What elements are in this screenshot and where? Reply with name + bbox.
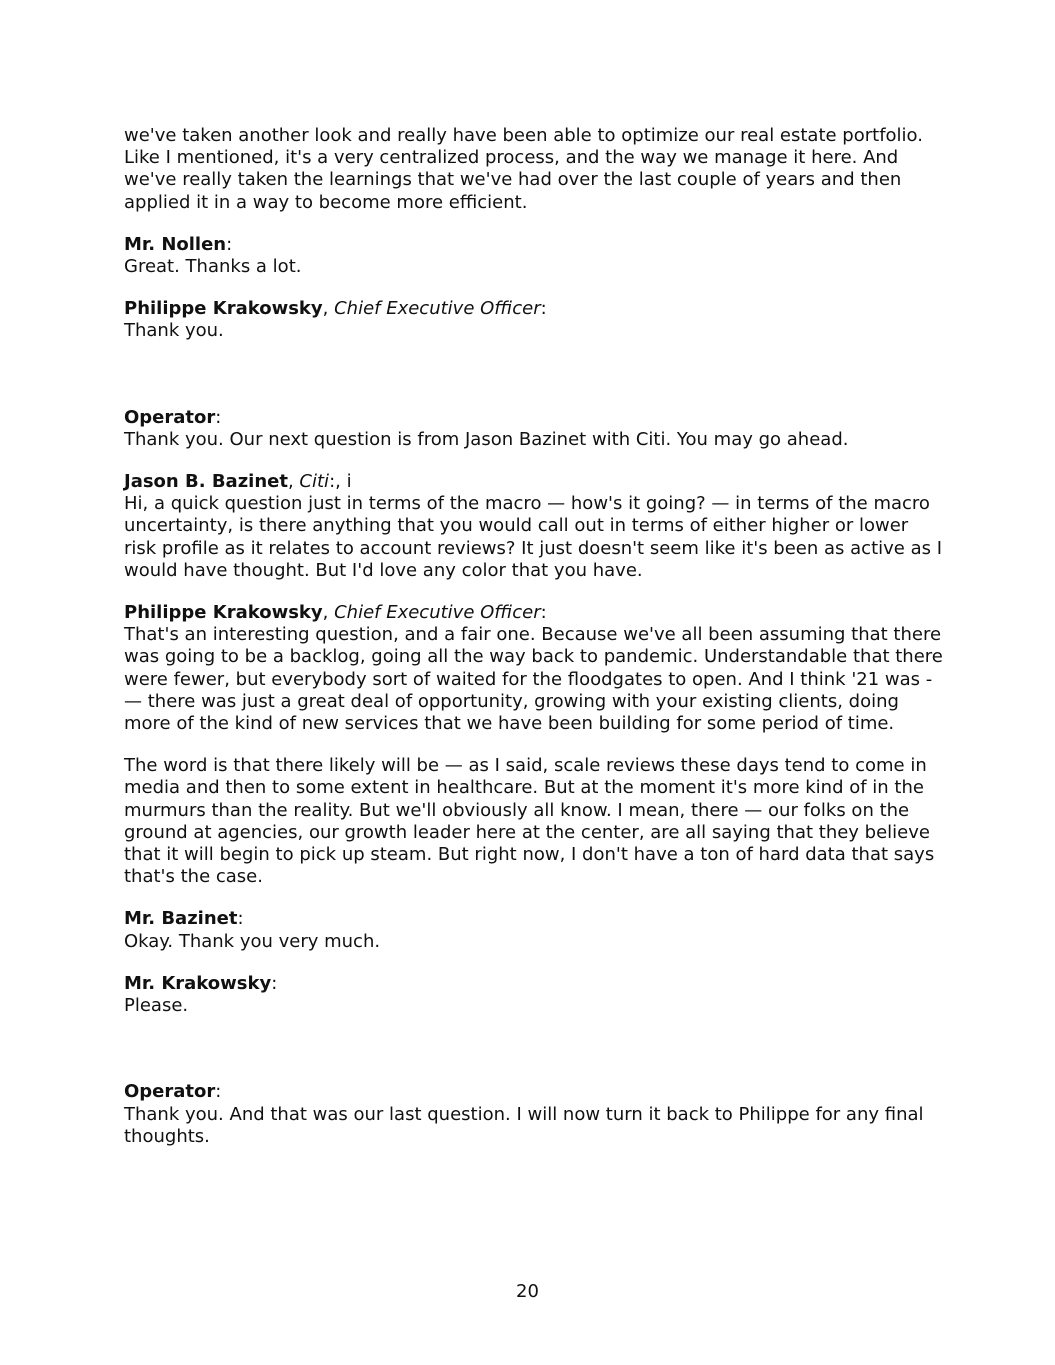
speaker-line: Jason B. Bazinet, Citi:, i: [124, 471, 352, 493]
transcript-block-nollen: [124, 234, 944, 278]
transcript-block-operator-2: [124, 1081, 944, 1148]
speaker-name: Philippe Krakowsky: [124, 602, 323, 624]
speaker-line: [124, 908, 944, 930]
speaker-title: Citi: [299, 471, 330, 493]
paragraph-text: we've taken another look and really have been able to optimize our real estate portfolio. Like I mentioned, it's a very centralized process, and the way we manage it here. And we've really taken the learnings that we've had over the last couple of years and then applied it in a way to become more efficient.: [124, 125, 923, 213]
speaker-name: Mr. Bazinet: [124, 908, 238, 930]
speaker-name: Jason B. Bazinet: [124, 471, 288, 493]
transcript-block-operator-1: [124, 407, 944, 451]
paragraph-text: The word is that there likely will be — as I said, scale reviews these days tend to come in media and then to some extent in healthcare. But at the moment it's more kind of in the murmurs than the reality. But we'll obviously all know. I mean, there — our folks on the ground at agencies, our growth leader here at the center, are all saying that they believe that it will begin to pick up steam. But right now, I don't have a ton of hard data that says that's the case.: [124, 755, 935, 888]
speaker-name: Mr. Krakowsky: [124, 972, 272, 994]
transcript-block-continuation: [124, 125, 944, 214]
paragraph-text: Hi, a quick question just in terms of the macro — how's it going? — in terms of the macro uncertainty, is there anything that you would call out in terms of either higher or lower risk profile as it relates to account reviews? It just doesn't seem like it's been as active as I would have thought. But I'd love any color that you have.: [124, 493, 943, 581]
speaker-name: Operator: [124, 1081, 216, 1103]
speaker-line: [124, 234, 944, 256]
transcript-block-krakowsky-answer-cont: [124, 755, 944, 888]
speaker-suffix: :: [237, 908, 244, 930]
speaker-suffix: :: [215, 1081, 222, 1103]
speaker-name: Philippe Krakowsky: [124, 298, 323, 320]
paragraph-text: Great. Thanks a lot.: [124, 256, 302, 278]
paragraph-text: Thank you. Our next question is from Jason Bazinet with Citi. You may go ahead.: [124, 428, 849, 450]
transcript-block-krakowsky-answer: [124, 602, 944, 735]
paragraph-text: Thank you. And that was our last question. I will now turn it back to Philippe for any final thoughts.: [124, 1103, 924, 1147]
paragraph-text: Okay. Thank you very much.: [124, 930, 381, 952]
speaker-line: [124, 973, 944, 995]
speaker-name: Mr. Nollen: [124, 233, 227, 255]
speaker-line: Philippe Krakowsky, Chief Executive Officer:: [124, 298, 547, 320]
speaker-suffix: :, i: [329, 471, 352, 493]
speaker-line: [124, 407, 944, 429]
speaker-suffix: :: [215, 406, 222, 428]
transcript-page: [124, 125, 944, 1168]
speaker-title: Chief Executive Officer: [334, 298, 541, 320]
speaker-name: Operator: [124, 406, 216, 428]
speaker-line: Philippe Krakowsky, Chief Executive Officer:: [124, 602, 547, 624]
paragraph-text: Please.: [124, 995, 189, 1017]
speaker-suffix: :: [540, 298, 547, 320]
transcript-block-bazinet-question: [124, 471, 944, 582]
speaker-suffix: :: [540, 602, 547, 624]
page-number: 20: [516, 1281, 539, 1302]
transcript-block-krakowsky-reply: [124, 973, 944, 1017]
transcript-block-krakowsky-1: [124, 298, 944, 342]
speaker-line: [124, 1081, 944, 1103]
speaker-suffix: :: [271, 972, 278, 994]
paragraph-text: Thank you.: [124, 320, 224, 342]
speaker-suffix: :: [226, 233, 233, 255]
transcript-block-bazinet-thanks: [124, 908, 944, 952]
paragraph-text: That's an interesting question, and a fair one. Because we've all been assuming that there was going to be a backlog, going all the way back to pandemic. Understandable that there were fewer, but everybody sort of waited for the floodgates to open. And I think '21 was -— there was just a great deal of opportunity, growing with your existing clients, doing more of the kind of new services that we have been building for some period of time.: [124, 624, 943, 735]
speaker-title: Chief Executive Officer: [334, 602, 541, 624]
